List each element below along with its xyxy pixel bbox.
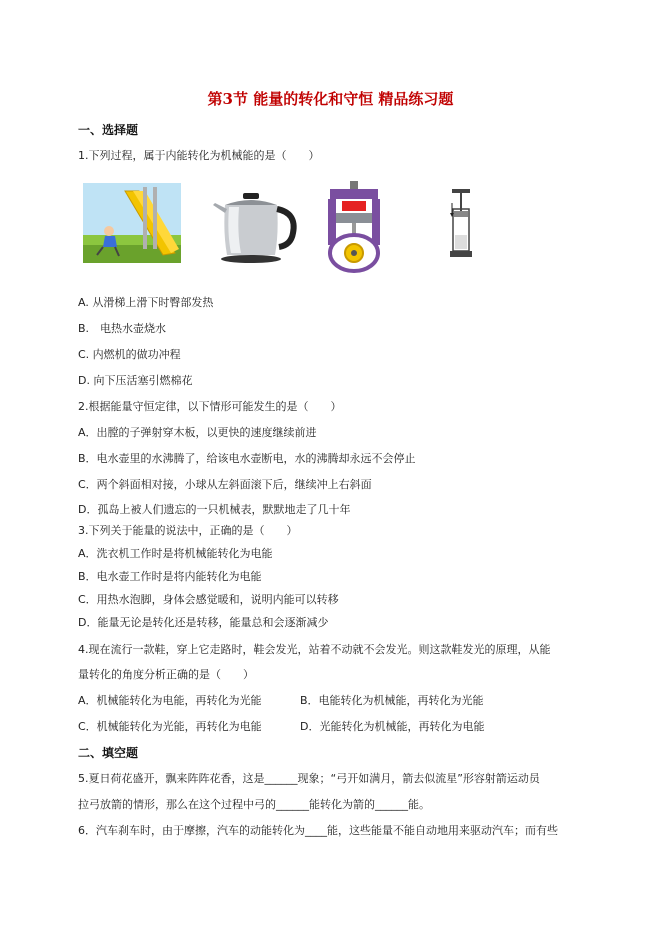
question-2-stem: 2.根据能量守恒定律，以下情形可能发生的是（ ） [78, 400, 342, 413]
q4-option-c: C．机械能转化为光能，再转化为电能 [78, 720, 262, 733]
q3-option-c: C．用热水泡脚，身体会感觉暖和，说明内能可以转移 [78, 593, 339, 606]
q3-option-a: A．洗衣机工作时是将机械能转化为电能 [78, 547, 273, 560]
question-1-stem: 1.下列过程，属于内能转化为机械能的是（ ） [78, 149, 320, 162]
section-heading-fill: 二、填空题 [78, 746, 139, 760]
section-heading-choice: 一、选择题 [78, 123, 139, 137]
question-5-line1: 5.夏日荷花盛开，飘来阵阵花香，这是______现象；“弓开如满月，箭去似流星”形容射箭运动员 [78, 772, 540, 785]
question-5-line2: 拉弓放箭的情形，那么在这个过程中弓的______能转化为箭的______能。 [78, 798, 430, 811]
q3-option-d: D．能量无论是转化还是转移，能量总和会逐渐减少 [78, 616, 329, 629]
question-4-stem-line2: 量转化的角度分析正确的是（ ） [78, 668, 254, 681]
piston-syringe-icon [448, 189, 474, 259]
q3-option-b: B．电水壶工作时是将内能转化为电能 [78, 570, 262, 583]
q2-option-b: B．电水壶里的水沸腾了，给该电水壶断电，水的沸腾却永远不会停止 [78, 452, 416, 465]
q1-option-d: D. 向下压活塞引燃棉花 [78, 374, 193, 387]
question-4-stem-line1: 4.现在流行一款鞋，穿上它走路时，鞋会发光，站着不动就不会发光。则这款鞋发光的原理，从能 [78, 643, 551, 656]
q1-option-c: C. 内燃机的做功冲程 [78, 348, 181, 361]
slide-icon [83, 183, 181, 263]
q2-option-c: C．两个斜面相对接，小球从左斜面滚下后，继续冲上右斜面 [78, 478, 372, 491]
question-3-stem: 3.下列关于能量的说法中，正确的是（ ） [78, 524, 298, 537]
engine-cylinder-icon [322, 179, 386, 273]
question-6-line1: 6．汽车刹车时，由于摩擦，汽车的动能转化为____能，这些能量不能自动地用来驱动汽车；而有些 [78, 824, 558, 837]
q2-option-d: D．孤岛上被人们遗忘的一只机械表，默默地走了几十年 [78, 503, 351, 516]
electric-kettle-icon [207, 183, 299, 265]
q4-option-b: B．电能转化为机械能，再转化为光能 [300, 694, 484, 707]
q4-option-d: D．光能转化为机械能，再转化为电能 [300, 720, 485, 733]
q2-option-a: A．出膛的子弹射穿木板，以更快的速度继续前进 [78, 426, 317, 439]
q4-option-a: A．机械能转化为电能，再转化为光能 [78, 694, 262, 707]
page-title: 第3节 能量的转化和守恒 精品练习题 [207, 90, 454, 108]
q1-option-b: B. 电热水壶烧水 [78, 322, 167, 335]
q1-option-a: A. 从滑梯上滑下时臀部发热 [78, 296, 214, 309]
